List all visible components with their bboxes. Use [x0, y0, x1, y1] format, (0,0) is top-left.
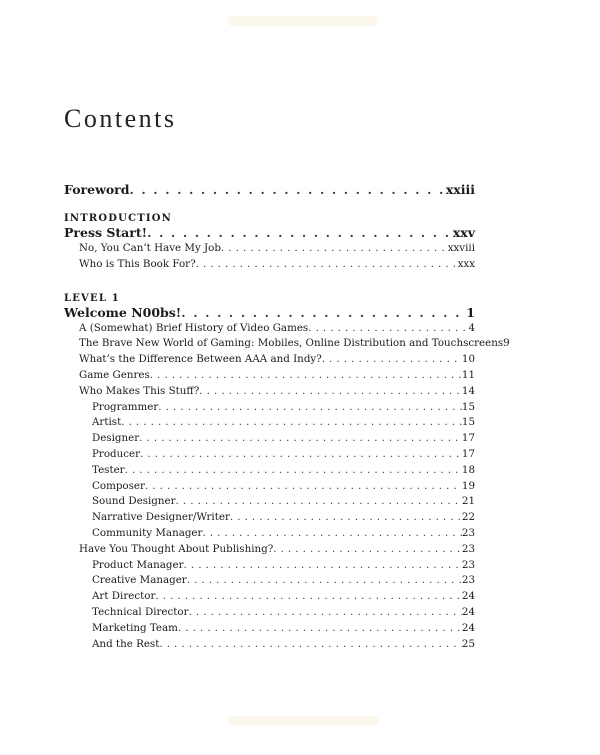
dot-leader: [322, 353, 462, 365]
dot-leader: [189, 606, 462, 618]
toc-subentry[interactable]: [64, 432, 475, 448]
toc-entry-label: Who Makes This Stuff?: [79, 384, 200, 397]
toc-entry-label: Welcome N00bs!: [64, 304, 182, 320]
toc-subentry[interactable]: [64, 448, 475, 464]
toc-subentry[interactable]: [64, 606, 475, 622]
toc-subentry[interactable]: [64, 511, 475, 527]
toc-entry-page: 15: [461, 400, 475, 413]
toc-entry[interactable]: [64, 337, 510, 353]
section-header-introduction: INTRODUCTION: [64, 213, 173, 224]
dot-leader: [158, 401, 462, 413]
toc-entry[interactable]: [64, 242, 475, 258]
table-of-contents: [64, 182, 510, 653]
toc-entry-label: Marketing Team: [92, 621, 178, 634]
toc-entry-page: 24: [461, 590, 475, 603]
toc-entry-label: Sound Designer: [92, 495, 176, 508]
toc-entry-page: 21: [461, 495, 475, 508]
toc-subentry[interactable]: [64, 464, 475, 480]
toc-entry-label: Press Start!: [64, 225, 148, 240]
toc-entry-label: Composer: [92, 479, 145, 492]
toc-subentry[interactable]: [64, 559, 475, 575]
dot-leader: [130, 182, 446, 197]
toc-entry-page: 23: [461, 542, 475, 555]
dot-leader: [139, 432, 462, 444]
toc-subentry[interactable]: [64, 590, 475, 606]
toc-subentry[interactable]: [64, 480, 475, 496]
toc-subentry[interactable]: [64, 416, 475, 432]
toc-entry-publishing[interactable]: [64, 543, 475, 559]
dot-leader: [140, 448, 462, 460]
toc-entry-page: 24: [461, 621, 475, 634]
toc-entry-label: What’s the Difference Between AAA and Indy?: [79, 353, 322, 366]
toc-entry-page: xxviii: [447, 242, 475, 254]
toc-entry-page: 15: [461, 416, 475, 429]
toc-entry-label: Producer: [92, 447, 141, 460]
toc-entry[interactable]: [64, 369, 475, 385]
toc-entry-page: 10: [461, 353, 475, 366]
dot-leader: [125, 464, 462, 476]
dot-leader: [199, 385, 462, 397]
toc-chapter-press-start[interactable]: [64, 225, 475, 242]
toc-entry-page: 4: [468, 321, 475, 334]
toc-subentry[interactable]: [64, 401, 475, 417]
toc-entry-label: Product Manager: [92, 558, 184, 571]
toc-entry[interactable]: [64, 353, 475, 369]
toc-entry[interactable]: [64, 385, 475, 401]
toc-subentry[interactable]: [64, 495, 475, 511]
toc-entry-label: The Brave New World of Gaming: Mobiles, Online Distribution and Touchscreens: [79, 337, 504, 350]
toc-entry-page: 25: [461, 637, 475, 650]
toc-entry-page: xxiii: [445, 182, 475, 197]
toc-entry-page: 14: [461, 384, 475, 397]
toc-entry-label: Foreword: [64, 182, 130, 197]
dot-leader: [202, 527, 461, 539]
toc-subentry[interactable]: [64, 638, 475, 654]
toc-subentry[interactable]: [64, 622, 475, 638]
page-title: Contents: [64, 104, 177, 133]
dot-leader: [196, 258, 458, 270]
toc-entry-page: 17: [461, 447, 475, 460]
toc-entry[interactable]: [64, 322, 475, 338]
dot-leader: [147, 225, 453, 240]
dot-leader: [221, 242, 448, 254]
dot-leader: [145, 480, 462, 492]
toc-entry-label: Tester: [92, 463, 125, 476]
toc-entry-label: Narrative Designer/Writer: [92, 511, 230, 524]
toc-entry-page: 23: [461, 574, 475, 587]
toc-entry-label: Designer: [92, 432, 140, 445]
toc-subentry[interactable]: [64, 527, 475, 543]
toc-entry-label: Art Director: [92, 590, 156, 603]
toc-entry-page: 11: [461, 368, 475, 381]
page-top-smudge: [228, 16, 378, 26]
toc-entry-page: xxv: [452, 225, 475, 240]
toc-entry[interactable]: [64, 258, 475, 274]
toc-entry-page: xxx: [457, 257, 475, 270]
toc-entry-foreword[interactable]: [64, 182, 475, 199]
toc-entry-label: Creative Manager: [92, 574, 187, 587]
toc-entry-label: A (Somewhat) Brief History of Video Games: [79, 321, 309, 334]
toc-entry-page: 9: [503, 337, 510, 350]
toc-entry-page: 23: [461, 526, 475, 539]
dot-leader: [187, 574, 462, 586]
dot-leader: [159, 638, 462, 650]
toc-entry-label: Artist: [92, 416, 122, 429]
toc-entry-page: 1: [466, 304, 475, 320]
dot-leader: [150, 369, 462, 381]
dot-leader: [181, 305, 466, 320]
page-bottom-smudge: [228, 716, 378, 726]
toc-entry-page: 18: [461, 463, 475, 476]
toc-entry-label: Programmer: [92, 400, 159, 413]
toc-entry-label: No, You Can’t Have My Job: [79, 242, 221, 254]
toc-chapter-welcome-noobs[interactable]: [64, 305, 475, 322]
toc-entry-page: 23: [461, 558, 475, 571]
toc-entry-label: Have You Thought About Publishing?: [79, 542, 274, 555]
toc-entry-page: 24: [461, 605, 475, 618]
toc-entry-page: 19: [461, 479, 475, 492]
toc-entry-page: 22: [461, 511, 475, 524]
dot-leader: [178, 622, 462, 634]
dot-leader: [308, 322, 468, 334]
dot-leader: [184, 559, 462, 571]
dot-leader: [155, 590, 462, 602]
toc-entry-page: 17: [461, 432, 475, 445]
toc-entry-label: Who is This Book For?: [79, 257, 196, 270]
toc-entry-label: Game Genres: [79, 368, 150, 381]
dot-leader: [230, 511, 462, 523]
dot-leader: [273, 543, 462, 555]
dot-leader: [176, 495, 462, 507]
toc-entry-label: Technical Director: [92, 605, 189, 618]
section-header-level-1: LEVEL 1: [64, 292, 120, 304]
toc-entry-label: And the Rest: [92, 637, 160, 650]
toc-entry-label: Community Manager: [92, 526, 203, 539]
dot-leader: [121, 416, 462, 428]
toc-subentry[interactable]: [64, 574, 475, 590]
